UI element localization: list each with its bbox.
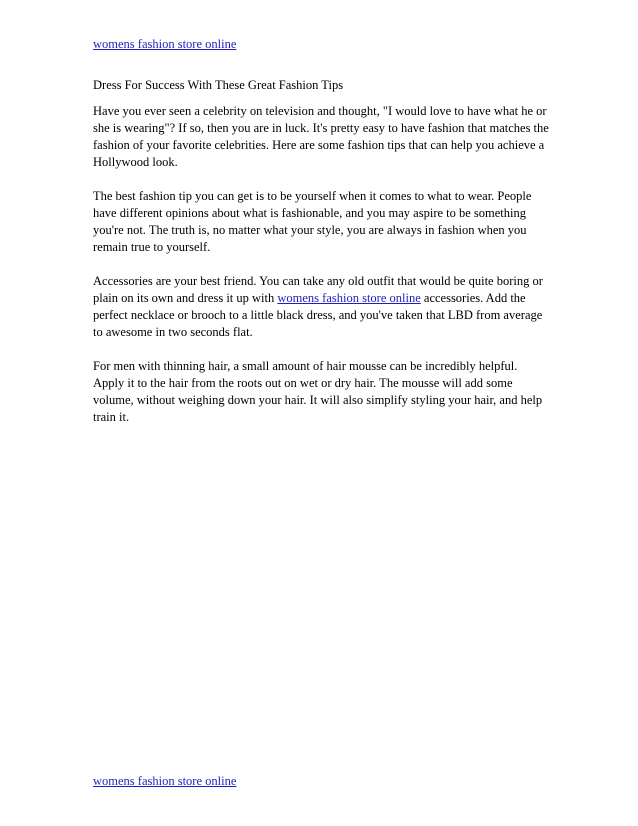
- article-body: [93, 77, 549, 443]
- footer-store-link[interactable]: womens fashion store online: [93, 774, 237, 788]
- paragraph-accessories-text-after: accessories. Add the perfect necklace or brooch to a little black dress, and you've taken that LBD from average to awesome in two seconds flat.: [93, 291, 543, 339]
- paragraph-be-yourself: The best fashion tip you can get is to be yourself when it comes to what to wear. People have different opinions about what is fashionable, and you may aspire to be something you're not. The truth is, no matter what your style, you are always in fashion when you remain true to yourself.: [93, 189, 532, 254]
- paragraph-accessories-text-before: Accessories are your best friend. You can take any old outfit that would be quite boring or plain on its own and dress it up with: [93, 274, 543, 305]
- paragraph-accessories: [93, 273, 549, 341]
- paragraph-hair-mousse: For men with thinning hair, a small amount of hair mousse can be incredibly helpful. Apply it to the hair from the roots out on wet or dry hair. The mousse will add some volume, without weighing down your hair. It will also simplify styling your hair, and help train it.: [93, 359, 543, 424]
- header-store-link[interactable]: womens fashion store online: [93, 37, 237, 51]
- paragraph-celebrity: Have you ever seen a celebrity on television and thought, "I would love to have what he or she is wearing"? If so, then you are in luck. It's pretty easy to have fashion that matches the fashion of your favorite celebrities. Here are some fashion tips that can help you achieve a Hollywood look.: [93, 104, 549, 169]
- inline-store-link[interactable]: womens fashion store online: [277, 291, 421, 305]
- article-title: Dress For Success With These Great Fashion Tips: [93, 78, 344, 92]
